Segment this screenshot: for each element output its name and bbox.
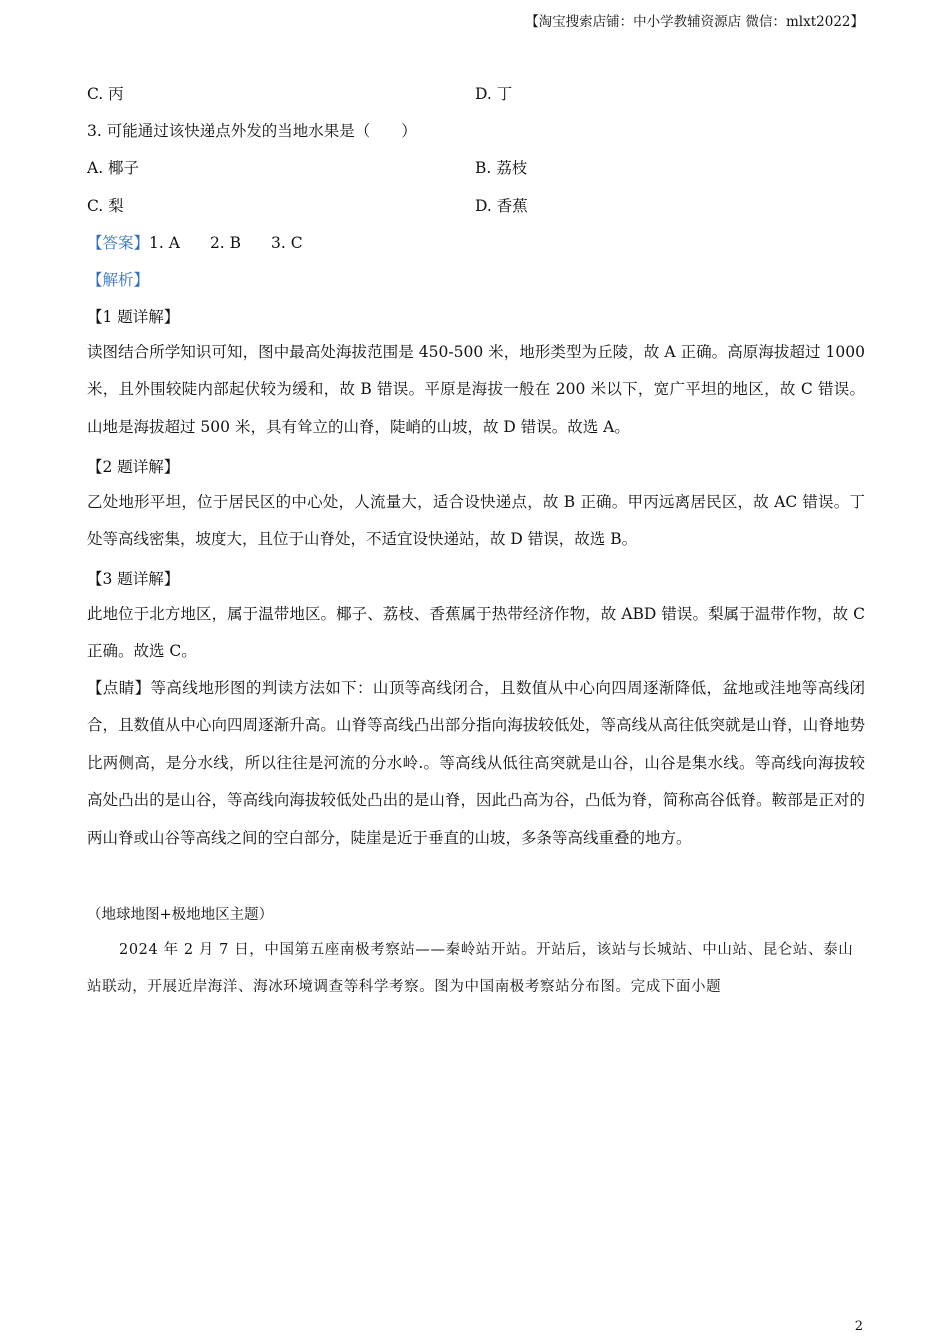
intro-paragraph: 2024 年 2 月 7 日，中国第五座南极考察站——秦岭站开站。开站后，该站与长城站、中山站、昆仑站、泰山站联动，开展近岸海洋、海冰环境调查等科学考察。图为中国南极考察站分布图。完成下面小题: [87, 942, 854, 996]
page-header: 【淘宝搜索店铺：中小学教辅资源店 微信：mlxt2022】: [525, 14, 864, 30]
detail-3-title: 【3 题详解】: [87, 570, 180, 588]
option-d-q3: D. 香蕉: [475, 197, 528, 215]
option-c-q2: C. 丙: [87, 85, 124, 103]
option-d-q2: D. 丁: [475, 85, 513, 103]
answer-item: 1. A: [149, 234, 180, 252]
analysis-tag: 【解析】: [87, 271, 150, 289]
question-3-stem: 3. 可能通过该快递点外发的当地水果是（ ）: [87, 122, 417, 140]
detail-2-title: 【2 题详解】: [87, 458, 180, 476]
answer-item: 3. C: [271, 234, 303, 252]
answer-line: [87, 231, 303, 253]
detail-2-text: 乙处地形平坦，位于居民区的中心处，人流量大，适合设快递点，故 B 正确。甲丙远离居民区，故 AC 错误。丁处等高线密集，坡度大，且位于山脊处，不适宜设快递站，故 D 错误，故选 B。: [87, 493, 865, 549]
detail-1-title: 【1 题详解】: [87, 308, 180, 326]
option-c-q3: C. 梨: [87, 197, 124, 215]
tip-tag: 【点睛】: [87, 679, 151, 697]
tip-text: 等高线地形图的判读方法如下：山顶等高线闭合，且数值从中心向四周逐渐降低，盆地或洼地等高线闭合，且数值从中心向四周逐渐升高。山脊等高线凸出部分指向海拔较低处，等高线从高往低突就是山脊，山脊地势比两侧高，是分水线，所以往往是河流的分水岭.。等高线从低往高突就是山谷，山谷是集水线。等高线向海拔较高处凸出的是山谷，等高线向海拔较低处凸出的是山脊，因此凸高为谷，凸低为脊，简称高谷低脊。鞍部是正对的两山脊或山谷等高线之间的空白部分，陡崖是近于垂直的山坡，多条等高线重叠的地方。: [87, 679, 865, 847]
answer-item: 2. B: [209, 234, 242, 252]
answer-tag: 【答案】: [87, 234, 150, 252]
tip-paragraph: [87, 670, 865, 857]
option-a-q3: A. 椰子: [87, 159, 140, 177]
option-b-q3: B. 荔枝: [475, 159, 528, 177]
detail-1-text: 读图结合所学知识可知，图中最高处海拔范围是 450-500 米，地形类型为丘陵，故 A 正确。高原海拔超过 1000 米，且外围较陡内部起伏较为缓和，故 B 错误。平原是海拔一般在 200 米以下，宽广平坦的地区，故 C 错误。山地是海拔超过 500 米，具有耸立的山脊，陡峭的山坡，故 D 错误。故选 A。: [87, 343, 865, 436]
page-number: 2: [854, 1319, 863, 1334]
section-heading: （地球地图+极地地区主题）: [87, 907, 274, 923]
detail-3-text: 此地位于北方地区，属于温带地区。椰子、荔枝、香蕉属于热带经济作物，故 ABD 错误。梨属于温带作物，故 C 正确。故选 C。: [87, 605, 865, 661]
